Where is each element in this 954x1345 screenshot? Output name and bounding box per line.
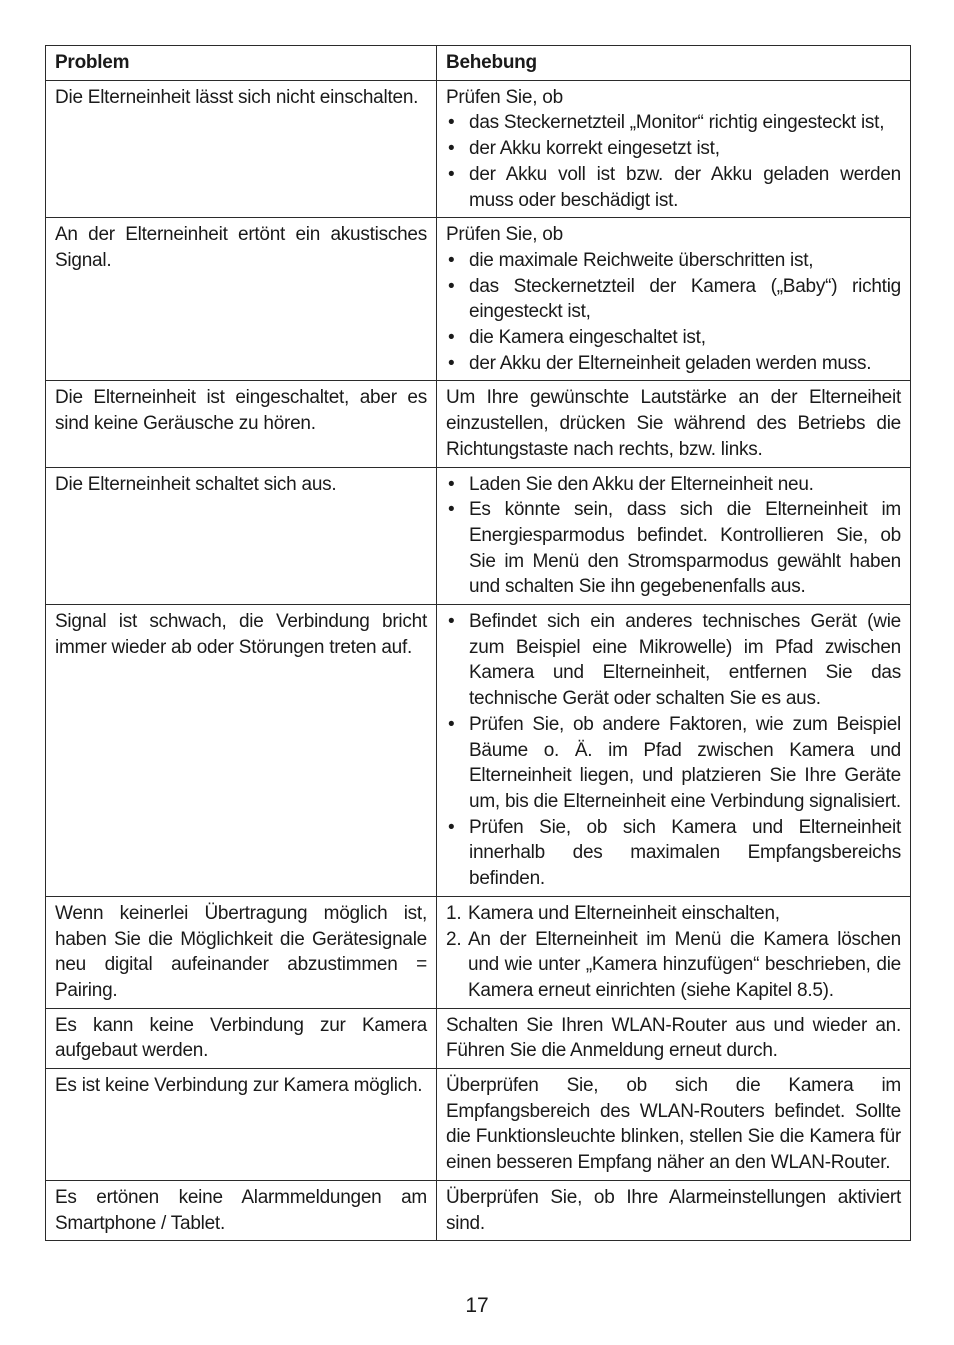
solution-cell: Überprüfen Sie, ob Ihre Alarmeinstellungen aktiviert sind.	[437, 1180, 911, 1240]
solution-bullet-list	[446, 609, 901, 892]
bullet-item: • Laden Sie den Akku der Elterneinheit neu.	[446, 472, 901, 498]
troubleshooting-table	[45, 45, 911, 1241]
problem-cell: Es kann keine Verbindung zur Kamera aufgebaut werden.	[46, 1008, 437, 1068]
table-row	[46, 218, 911, 381]
solution-cell: Schalten Sie Ihren WLAN-Router aus und wieder an. Führen Sie die Anmeldung erneut durch.	[437, 1008, 911, 1068]
problem-column-header: Problem	[46, 46, 437, 81]
bullet-item: • der Akku voll ist bzw. der Akku geladen werden muss oder beschädigt ist.	[446, 162, 901, 213]
step-text: Kamera und Elterneinheit einschalten,	[468, 902, 780, 924]
table-row	[46, 896, 911, 1008]
bullet-item: • das Steckernetzteil „Monitor“ richtig eingesteckt ist,	[446, 110, 901, 136]
table-row	[46, 1069, 911, 1181]
solution-cell	[437, 605, 911, 897]
bullet-item: • die Kamera eingeschaltet ist,	[446, 325, 901, 351]
table-row	[46, 605, 911, 897]
problem-cell: Die Elterneinheit lässt sich nicht einschalten.	[46, 80, 437, 218]
problem-cell: An der Elterneinheit ertönt ein akustisches Signal.	[46, 218, 437, 381]
step-item	[446, 927, 901, 1004]
bullet-item: • das Steckernetzteil der Kamera („Baby“) richtig eingesteckt ist,	[446, 274, 901, 325]
page-content	[45, 45, 910, 1241]
step-number: 2.	[446, 928, 462, 950]
step-text: An der Elterneinheit im Menü die Kamera löschen und wie unter „Kamera hinzufügen“ beschrieben, die Kamera erneut einrichten (siehe Kapitel 8.5).	[468, 928, 901, 1001]
table-row	[46, 1008, 911, 1068]
bullet-item: • Prüfen Sie, ob sich Kamera und Elterneinheit innerhalb des maximalen Empfangsbereichs befinden.	[446, 815, 901, 892]
bullet-item: • der Akku korrekt eingesetzt ist,	[446, 136, 901, 162]
solution-cell	[437, 80, 911, 218]
bullet-item: • die maximale Reichweite überschritten ist,	[446, 248, 901, 274]
bullet-item: • Befindet sich ein anderes technisches Gerät (wie zum Beispiel eine Mikrowelle) im Pfad zwischen Kamera und Elterneinheit, entfernen Sie das technische Gerät oder schalten Sie es aus.	[446, 609, 901, 712]
page-number: 17	[465, 1294, 489, 1317]
problem-cell: Die Elterneinheit schaltet sich aus.	[46, 467, 437, 605]
bullet-item: • Es könnte sein, dass sich die Elterneinheit im Energiesparmodus befindet. Kontrollieren Sie, ob Sie im Menü den Stromsparmodus gewählt haben und schalten Sie ihn gegebenenfalls aus.	[446, 497, 901, 600]
solution-bullet-list	[446, 472, 901, 601]
solution-intro: Prüfen Sie, ob	[446, 86, 563, 108]
bullet-item: • Prüfen Sie, ob andere Faktoren, wie zum Beispiel Bäume o. Ä. im Pfad zwischen Kamera und Elterneinheit liegen, und platzieren Sie Ihre Geräte um, bis die Elterneinheit eine Verbindung signalisiert.	[446, 712, 901, 815]
table-header-row	[46, 46, 911, 81]
solution-cell	[437, 467, 911, 605]
step-number: 1.	[446, 902, 462, 924]
table-row	[46, 80, 911, 218]
solution-cell	[437, 896, 911, 1008]
bullet-item: • der Akku der Elterneinheit geladen werden muss.	[446, 351, 901, 377]
problem-cell: Die Elterneinheit ist eingeschaltet, aber es sind keine Geräusche zu hören.	[46, 381, 437, 467]
table-row	[46, 467, 911, 605]
problem-cell: Signal ist schwach, die Verbindung bricht immer wieder ab oder Störungen treten auf.	[46, 605, 437, 897]
problem-cell: Es ertönen keine Alarmmeldungen am Smartphone / Tablet.	[46, 1180, 437, 1240]
table-row	[46, 381, 911, 467]
problem-cell: Es ist keine Verbindung zur Kamera möglich.	[46, 1069, 437, 1181]
table-row	[46, 1180, 911, 1240]
solution-cell: Um Ihre gewünschte Lautstärke an der Elterneiheit einzustellen, drücken Sie während des Betriebs die Richtungstaste nach rechts, bzw. links.	[437, 381, 911, 467]
problem-cell: Wenn keinerlei Übertragung möglich ist, haben Sie die Möglichkeit die Gerätesignale neu digital aufeinander abzustimmen = Pairing.	[46, 896, 437, 1008]
solution-bullet-list	[446, 110, 901, 213]
solution-intro: Prüfen Sie, ob	[446, 224, 563, 246]
solution-cell: Überprüfen Sie, ob sich die Kamera im Empfangsbereich des WLAN-Routers befindet. Sollte die Funktionsleuchte blinken, stellen Sie die Kamera für einen besseren Empfang näher an den WLAN-Router.	[437, 1069, 911, 1181]
solution-step-list	[446, 901, 901, 1004]
solution-column-header: Behebung	[437, 46, 911, 81]
solution-bullet-list	[446, 248, 901, 377]
solution-cell	[437, 218, 911, 381]
step-item	[446, 901, 901, 927]
